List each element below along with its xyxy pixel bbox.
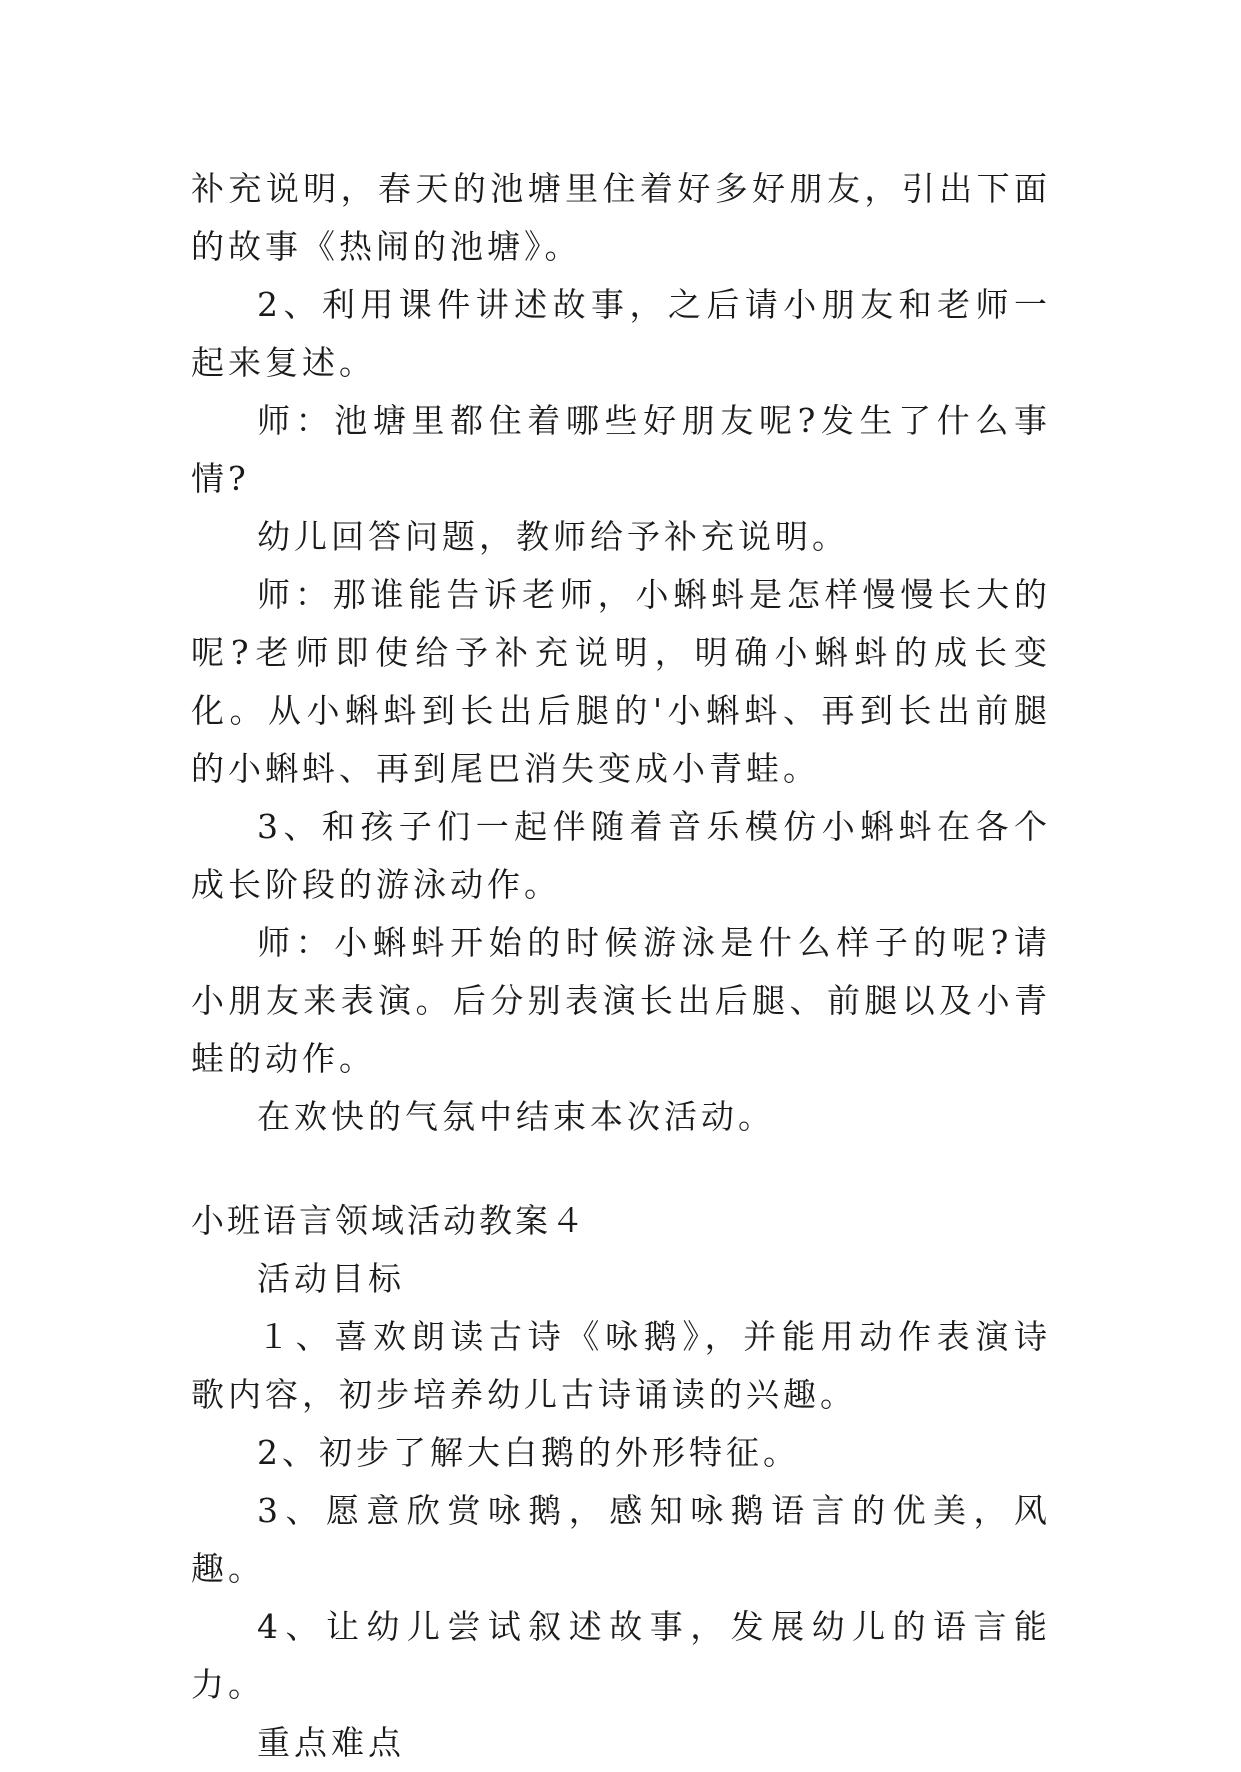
paragraph: 2、利用课件讲述故事，之后请小朋友和老师一起来复述。 [191,285,1051,382]
paragraph: 幼儿回答问题，教师给予补充说明。 [257,517,849,556]
paragraph: 在欢快的气氛中结束本次活动。 [257,1097,775,1136]
paragraph: 师：池塘里都住着哪些好朋友呢?发生了什么事情? [191,401,1051,498]
paragraph: 2、初步了解大白鹅的外形特征。 [257,1433,800,1472]
paragraph: １、喜欢朗读古诗《咏鹅》，并能用动作表演诗歌内容，初步培养幼儿古诗诵读的兴趣。 [191,1317,1051,1414]
paragraph: 4、让幼儿尝试叙述故事，发展幼儿的语言能力。 [191,1607,1051,1704]
paragraph: 3、和孩子们一起伴随着音乐模仿小蝌蚪在各个成长阶段的游泳动作。 [191,807,1051,904]
paragraph: 补充说明，春天的池塘里住着好多好朋友，引出下面的故事《热闹的池塘》。 [191,169,1051,266]
paragraph: 师：小蝌蚪开始的时候游泳是什么样子的呢?请小朋友来表演。后分别表演长出后腿、前腿以及小青蛙的动作。 [191,923,1051,1078]
paragraph: 师：那谁能告诉老师，小蝌蚪是怎样慢慢长大的呢?老师即使给予补充说明，明确小蝌蚪的成长变化。从小蝌蚪到长出后腿的'小蝌蚪、再到长出前腿的小蝌蚪、再到尾巴消失变成小青蛙。 [191,575,1051,788]
section-title: 小班语言领域活动教案４ [191,1201,587,1240]
subheading-key-difficulties: 重点难点 [257,1723,405,1762]
subheading-activity-goals: 活动目标 [257,1259,405,1298]
document-body [191,160,1051,1772]
paragraph: 3、愿意欣赏咏鹅，感知咏鹅语言的优美，风趣。 [191,1491,1051,1588]
